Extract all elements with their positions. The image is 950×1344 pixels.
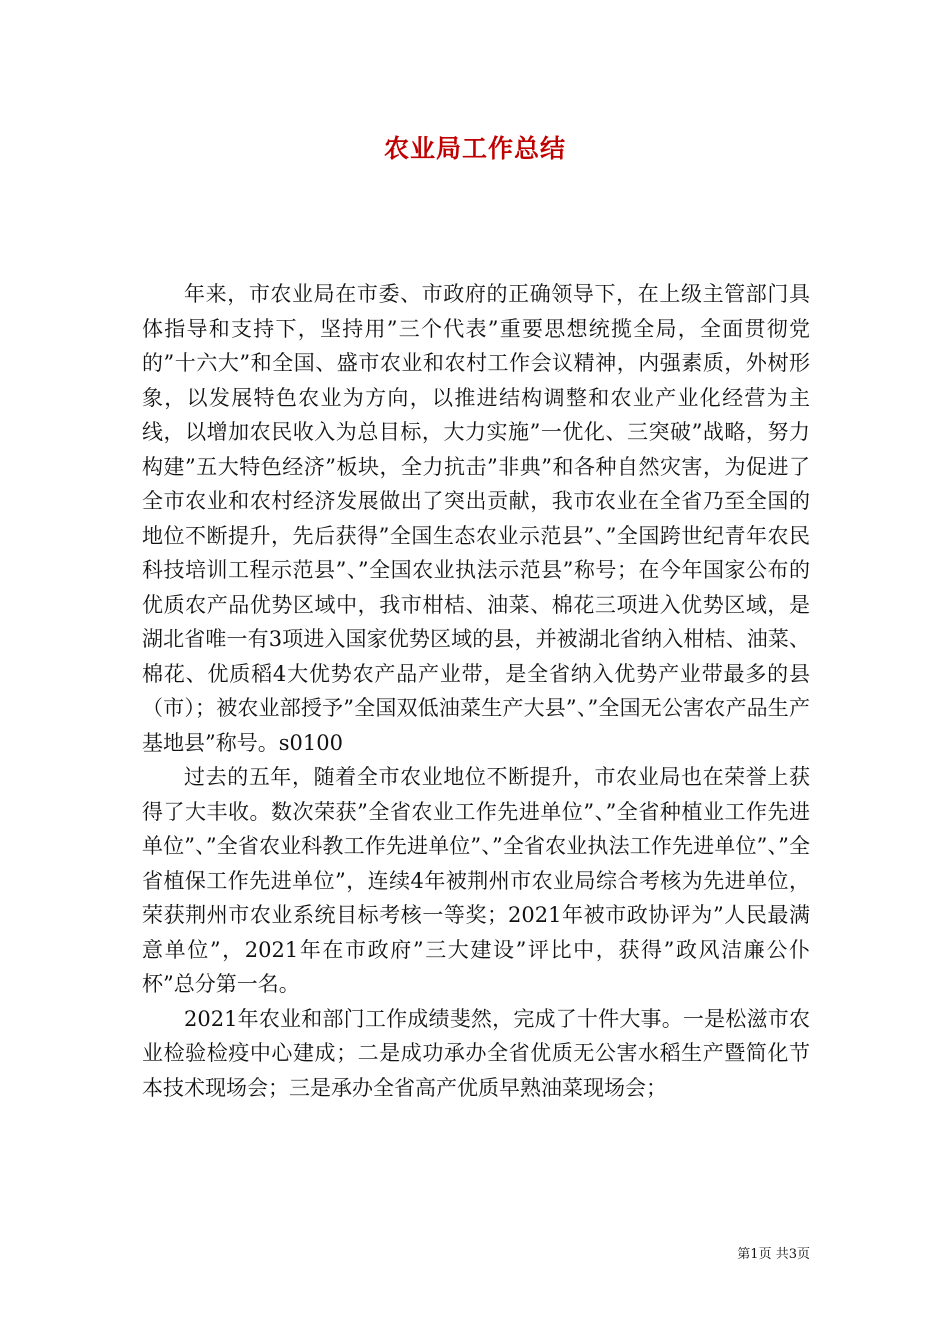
paragraph-intro: 年来，市农业局在市委、市政府的正确领导下，在上级主管部门具体指导和支持下，坚持用”三个代表”重要思想统揽全局，全面贯彻党的”十六大”和全国、盛市农业和农村工作会议精神，内强素质，外树形象，以发展特色农业为方向，以推进结构调整和农业产业化经营为主线，以增加农民收入为总目标，大力实施”一优化、三突破”战略，努力构建”五大特色经济”板块，全力抗击”非典”和各种自然灾害，为促进了全市农业和农村经济发展做出了突出贡献，我市农业在全省乃至全国的地位不断提升，先后获得”全国生态农业示范县”、”全国跨世纪青年农民科技培训工程示范县”、”全国农业执法示范县”称号；在今年国家公布的优质农产品优势区域中，我市柑桔、油菜、棉花三项进入优势区域，是湖北省唯一有3项进入国家优势区域的县，并被湖北省纳入柑桔、油菜、棉花、优质稻4大优势农产品产业带，是全省纳入优势产业带最多的县（市）；被农业部授予”全国双低油菜生产大县”、”全国无公害农产品生产基地县”称号。s0100 (142, 282, 810, 755)
paragraph-achievements: 2021年农业和部门工作成绩斐然，完成了十件大事。一是松滋市农业检验检疫中心建成；二是成功承办全省优质无公害水稻生产暨简化节本技术现场会；三是承办全省高产优质早熟油菜现场会； (142, 1006, 810, 1100)
footer-suffix: 页 (796, 1247, 810, 1262)
footer-prefix: 第 (737, 1247, 751, 1262)
document-body (142, 277, 810, 1105)
footer-middle: 页 共 (758, 1247, 789, 1262)
footer-current-page: 1 (750, 1247, 759, 1262)
footer-total-pages: 3 (788, 1247, 797, 1262)
document-title: 农业局工作总结 (383, 134, 566, 163)
page-number-footer (680, 1246, 810, 1264)
paragraph-honors: 过去的五年，随着全市农业地位不断提升，市农业局也在荣誉上获得了大丰收。数次荣获”全省农业工作先进单位”、”全省种植业工作先进单位”、”全省农业科教工作先进单位”、”全省农业执法工作先进单位”、”全省植保工作先进单位”，连续4年被荆州市农业局综合考核为先进单位，荣获荆州市农业系统目标考核一等奖；2021年被市政协评为”人民最满意单位”，2021年在市政府”三大建设”评比中，获得”政风洁廉公仆杯”总分第一名。 (142, 765, 810, 996)
